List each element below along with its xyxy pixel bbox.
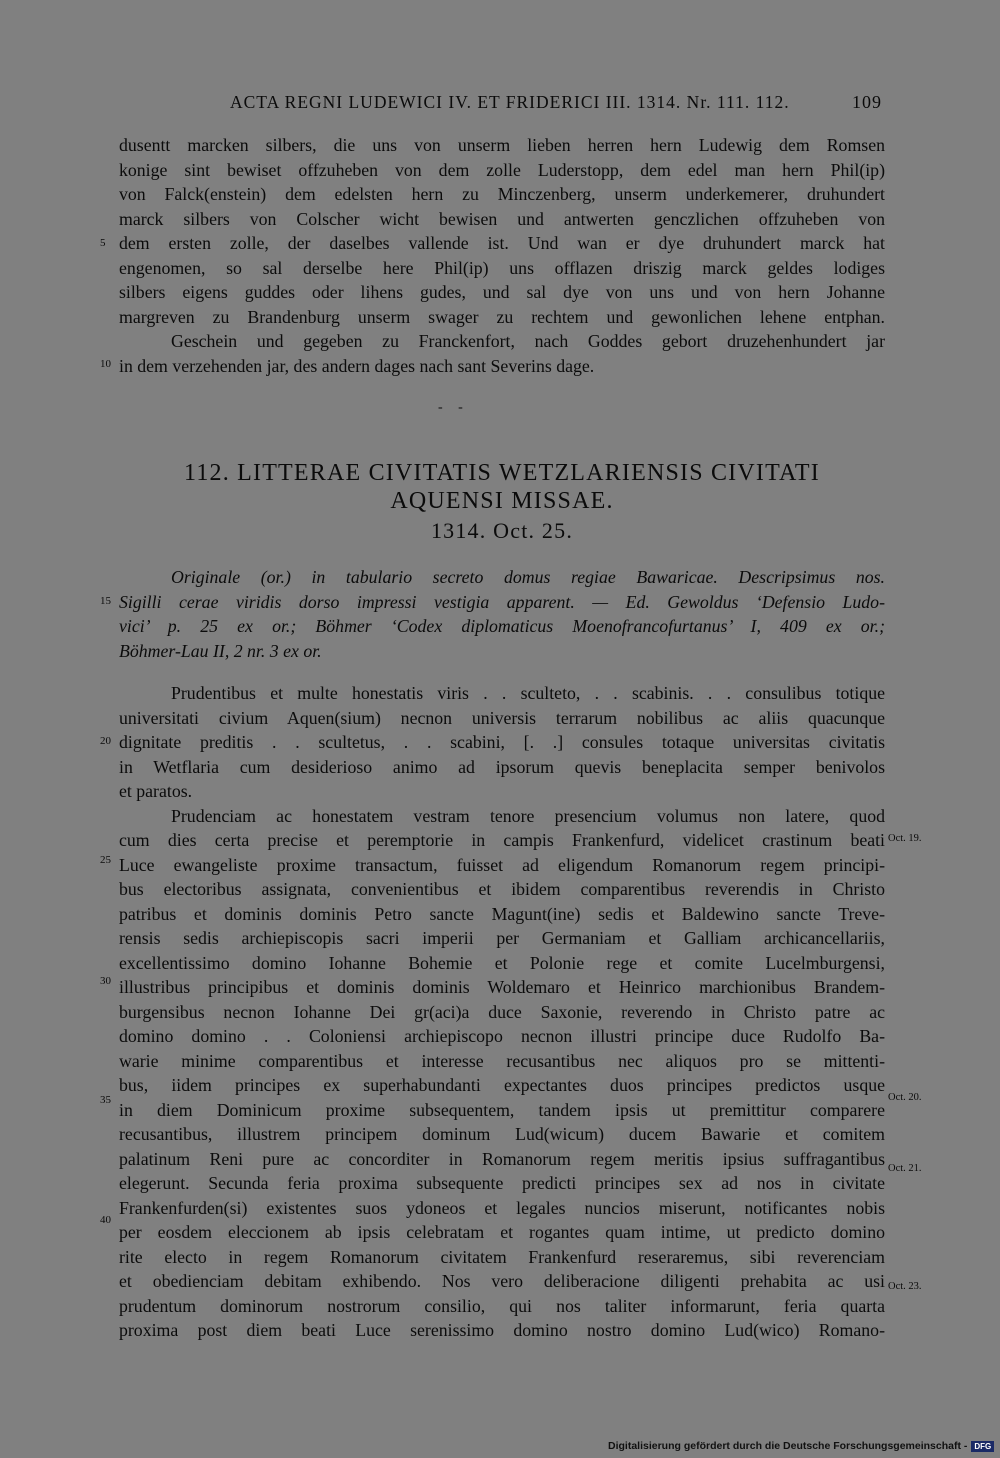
text-line: bus electoribus assignata, convenientibus et ibidem comparentibus reverendis in Christo xyxy=(119,879,885,899)
text-line: per eosdem eleccionem ab ipsis celebratam et rogantes quam intime, ut predicto domino xyxy=(119,1222,885,1242)
letter-body xyxy=(119,681,885,1343)
text-line: patribus et dominis dominis Petro sancte Magunt(ine) sedis et Baldewino sancte Treve- xyxy=(119,903,885,924)
text-line: illustribus principibus et dominis dominis Woldemaro et Heinrico marchionibus Brandem- xyxy=(119,977,885,997)
document-title-line-2: AQUENSI MISSAE. xyxy=(390,488,614,514)
line-number: 30 xyxy=(100,975,111,987)
line-number: 25 xyxy=(100,854,111,866)
text-line: universitati civium Aquen(sium) necnon universis terrarum nobilibus ac aliis quacunque xyxy=(119,707,885,728)
note-line: Originale (or.) in tabulario secreto domus regiae Bawaricae. Descripsimus nos. xyxy=(171,567,885,587)
text-line: Luce ewangeliste proxime transactum, fuisset ad eligendum Romanorum regem principi- xyxy=(119,854,885,875)
document-title-line-1: 112. LITTERAE CIVITATIS WETZLARIENSIS CIVITATI xyxy=(184,460,820,486)
text-line: cum dies certa precise et peremptorie in campis Frankenfurd, videlicet crastinum beati xyxy=(119,830,885,850)
source-note xyxy=(119,565,885,663)
running-header: ACTA REGNI LUDEWICI IV. ET FRIDERICI III. 1314. Nr. 111. 112. xyxy=(230,92,790,112)
text-line: et paratos. xyxy=(119,781,193,801)
text-line: rite electo in regem Romanorum civitatem Frankenfurd reseraremus, sibi reverenciam xyxy=(119,1246,885,1267)
text-line: margreven zu Brandenburg unserm swager zu rechtem und gewonlichen lehene entphan. xyxy=(119,306,885,327)
note-line: vici’ p. 25 ex or.; Böhmer ‘Codex diplomaticus Moenofrancofurtanus’ I, 409 ex or.; xyxy=(119,616,885,636)
top-text-block xyxy=(119,133,885,378)
margin-date: Oct. 19. xyxy=(888,833,922,844)
line-number: 35 xyxy=(100,1094,111,1106)
text-line: marck silbers von Colscher wicht bewisen und antwerten genczlichen offzuheben von xyxy=(119,208,885,229)
text-line: Prudentibus et multe honestatis viris . . sculteto, . . scabinis. . . consulibus totique xyxy=(171,683,885,703)
footer-credit xyxy=(608,1440,994,1452)
text-line: elegerunt. Secunda feria proxima subsequente predicti principes sex ad nos in civitate xyxy=(119,1173,885,1193)
line-number: 15 xyxy=(100,595,111,607)
line-number: 40 xyxy=(100,1214,111,1226)
text-line: Prudenciam ac honestatem vestram tenore presencium volumus non latere, quod xyxy=(171,805,885,826)
text-line: excellentissimo domino Iohanne Bohemie et Polonie rege et comite Lucelmburgensi, xyxy=(119,952,885,973)
text-line: domino domino . . Coloniensi archiepiscopo necnon illustri principe duce Rudolfo Ba- xyxy=(119,1026,885,1046)
text-line: dusentt marcken silbers, die uns von unserm lieben herren hern Ludewig dem Romsen xyxy=(119,135,885,155)
text-line: warie minime comparentibus et interesse recusantibus nec aliquos pro se mittenti- xyxy=(119,1050,885,1071)
text-line: silbers eigens guddes oder lihens gudes, und sal dye von uns und von hern Johanne xyxy=(119,282,885,302)
text-line: dignitate preditis . . scultetus, . . scabini, [. .] consules totaque universitas civitatis xyxy=(119,732,885,752)
margin-date: Oct. 23. xyxy=(888,1281,922,1292)
line-number: 5 xyxy=(100,237,106,249)
line-number: 10 xyxy=(100,358,111,370)
document-date: 1314. Oct. 25. xyxy=(430,518,574,543)
text-line: in dem verzehenden jar, des andern dages nach sant Severins dage. xyxy=(119,355,595,376)
section-separator: - - xyxy=(438,400,469,415)
text-line: Geschein und gegeben zu Franckenfort, nach Goddes gebort druzehenhundert jar xyxy=(171,331,885,351)
text-line: rensis sedis archiepiscopis sacri imperii per Germaniam et Galliam archicancellariis, xyxy=(119,928,885,948)
text-line: et obedienciam debitam exhibendo. Nos vero deliberacione diligenti prehabita ac usi xyxy=(119,1271,885,1291)
dfg-logo[interactable]: DFG xyxy=(971,1441,994,1452)
footer-text: Digitalisierung gefördert durch die Deutsche Forschungsgemeinschaft - xyxy=(608,1440,968,1452)
margin-date: Oct. 21. xyxy=(888,1163,922,1174)
text-line: proxima post diem beati Luce serenissimo domino nostro domino Lud(wico) Romano- xyxy=(119,1320,885,1340)
margin-date: Oct. 20. xyxy=(888,1092,922,1103)
text-line: recusantibus, illustrem principem dominum Lud(wicum) ducem Bawarie et comitem xyxy=(119,1124,885,1144)
text-line: burgensibus necnon Iohanne Dei gr(aci)a duce Saxonie, reverendo in Christo patre ac xyxy=(119,1001,885,1022)
text-line: konige sint bewiset offzuheben von dem zolle Luderstopp, dem edel man hern Phil(ip) xyxy=(119,159,885,180)
text-line: palatinum Reni pure ac concorditer in Romanorum regem meritis ipsius suffragantibus xyxy=(119,1148,885,1169)
text-line: dem ersten zolle, der daselbes vallende ist. Und wan er dye druhundert marck hat xyxy=(119,233,885,253)
text-line: Frankenfurden(si) existentes suos ydoneos et legales nuncios miserunt, notificantes nobis xyxy=(119,1197,885,1218)
text-line: prudentum dominorum nostrorum consilio, qui nos taliter informarunt, feria quarta xyxy=(119,1295,885,1316)
text-line: engenomen, so sal derselbe here Phil(ip) uns offlazen driszig marck geldes lodiges xyxy=(119,257,885,278)
note-line: Böhmer-Lau II, 2 nr. 3 ex or. xyxy=(119,640,322,661)
text-line: in Wetflaria cum desiderioso animo ad ipsorum quevis beneplacita semper benivolos xyxy=(119,756,885,777)
note-line: Sigilli cerae viridis dorso impressi vestigia apparent. — Ed. Gewoldus ‘Defensio Ludo- xyxy=(119,591,885,612)
line-number: 20 xyxy=(100,735,111,747)
text-line: in diem Dominicum proxime subsequentem, tandem ipsis ut premittitur comparere xyxy=(119,1099,885,1120)
text-line: von Falck(enstein) dem edelsten hern zu Minczenberg, unserm underkemerer, druhundert xyxy=(119,184,885,204)
text-line: bus, iidem principes ex superhabundanti expectantes duos principes predictos usque xyxy=(119,1075,885,1095)
page-number: 109 xyxy=(852,92,882,112)
